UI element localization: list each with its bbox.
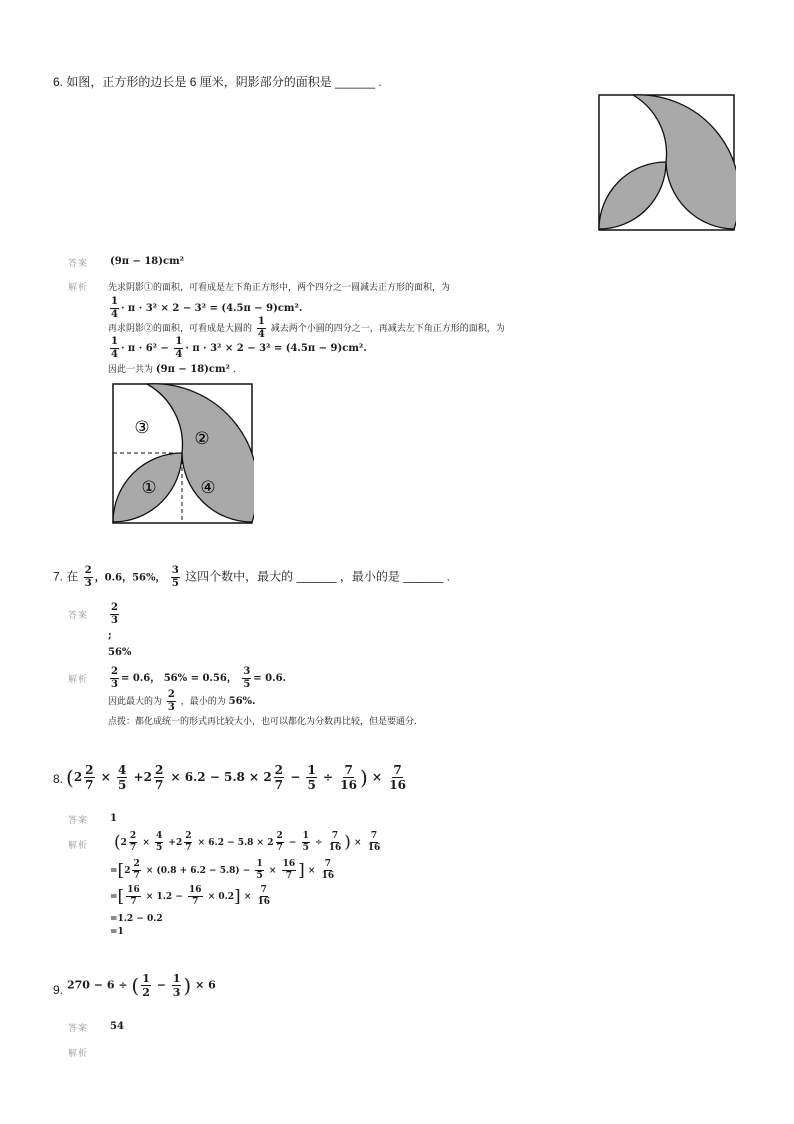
q8-analysis-label: 解析 <box>68 841 89 851</box>
fraction: $\frac{16}{7}$ <box>282 859 296 881</box>
question-8-number: 8. <box>53 772 64 786</box>
fraction: $\frac{1}{5}$ <box>302 831 309 853</box>
fraction: $\frac{4}{5}$ <box>156 831 163 853</box>
q7-analysis-line3: 点拨：都化成统一的形式再比较大小，也可以都化为分数再比较，但是要通分. <box>108 717 417 727</box>
q8-step-4: =1.2 − 0.2 <box>110 914 163 924</box>
question-7-title: 7. 在 $\frac{2}{3}$ ，0.6，56%， $\frac{3}{5}$ 这四个数中，最大的 ______ ，最小的是 ______ . <box>53 565 450 589</box>
fraction: $\frac{2}{3}$ <box>111 666 118 690</box>
fraction: $\frac{2}{7}$ <box>129 831 137 853</box>
q9-answer-label: 答案 <box>68 1024 89 1034</box>
q7-answer-sep: ; <box>108 630 112 641</box>
fraction: $\frac{2}{7}$ <box>274 763 284 792</box>
fraction: $\frac{7}{16}$ <box>328 831 342 853</box>
fraction: $\frac{2}{3}$ <box>167 689 175 713</box>
fraction: $\frac{1}{4}$ <box>111 336 118 360</box>
shaded-region-1 <box>599 162 666 229</box>
fraction: $\frac{1}{4}$ <box>111 296 118 320</box>
q6-analysis-line1: 先求阴影①的面积，可看成是左下角正方形中，两个四分之一圆减去正方形的面积，为 <box>108 283 451 293</box>
q8-step-5: =1 <box>110 927 124 937</box>
fraction: $\frac{2}{7}$ <box>276 831 283 853</box>
question-8-expression: (2 $\frac{2}{7}$ × $\frac{4}{5}$ +2 $\frac{2}{7}$ × 6.2 − 5.8 × 2 $\frac{2}{7}$ − $\frac{1}{5}$ ÷ $\frac{7}{16}$ ) × $\frac{7}{16}$ <box>66 763 406 792</box>
fraction: $\frac{1}{5}$ <box>256 859 263 881</box>
fraction: $\frac{2}{7}$ <box>185 831 192 853</box>
fraction: $\frac{7}{16}$ <box>340 763 357 792</box>
q9-analysis-label: 解析 <box>68 1049 89 1059</box>
fraction: $\frac{3}{5}$ <box>243 666 251 690</box>
q7-analysis-label: 解析 <box>68 675 89 685</box>
region-label-1: ① <box>141 478 157 498</box>
q6-answer-label: 答案 <box>68 259 89 269</box>
q6-solution-figure <box>112 383 254 525</box>
region-label-3: ③ <box>134 418 150 438</box>
fraction: $\frac{2}{3}$ <box>84 565 92 589</box>
fraction: $\frac{2}{7}$ <box>154 763 164 792</box>
q6-equation-2: $\frac{1}{4}$ · π · 6² − $\frac{1}{4}$ · π · 3² × 2 − 3² = (4.5π − 9)cm². <box>111 336 367 360</box>
fraction: $\frac{7}{16}$ <box>389 763 406 792</box>
question-6-title: 6. 如图，正方形的边长是 6 厘米，阴影部分的面积是 ______ . <box>53 75 382 89</box>
question-9-expression: 270 − 6 ÷ ( $\frac{1}{2}$ − $\frac{1}{3}$ ) × 6 <box>67 972 216 999</box>
question-9-number: 9. <box>53 983 64 997</box>
fraction: $\frac{16}{7}$ <box>189 885 202 907</box>
fraction: $\frac{1}{3}$ <box>172 972 181 999</box>
fraction: $\frac{2}{7}$ <box>133 859 140 881</box>
q6-equation-1: $\frac{1}{4}$ · π · 3² × 2 − 3² = (4.5π − 9)cm². <box>111 296 303 320</box>
region-label-4: ④ <box>200 478 216 498</box>
q7-answer-label: 答案 <box>68 611 89 621</box>
q7-analysis-line2: 因此最大的为 $\frac{2}{3}$ ，最小的为 56%. <box>108 689 256 713</box>
q6-analysis-line3: 因此一共为 (9π − 18)cm² . <box>108 364 236 375</box>
q8-step-3: =[ $\frac{16}{7}$ × 1.2 − $\frac{16}{7}$ × 0.2] × $\frac{7}{16}$ <box>110 885 271 907</box>
fraction: $\frac{1}{2}$ <box>142 972 150 999</box>
fraction: $\frac{7}{16}$ <box>367 831 381 853</box>
fraction: $\frac{7}{16}$ <box>257 885 271 907</box>
fraction: $\frac{2}{3}$ <box>111 602 118 626</box>
fraction: $\frac{1}{4}$ <box>175 336 183 360</box>
q8-step-1: (2 $\frac{2}{7}$ × $\frac{4}{5}$ +2 $\frac{2}{7}$ × 6.2 − 5.8 × 2 $\frac{2}{7}$ − $\frac{1}{5}$ ÷ $\frac{7}{16}$ ) × $\frac{7}{16}$ <box>114 831 381 853</box>
q6-answer: (9π − 18)cm² <box>110 256 185 267</box>
q8-step-2: =[2 $\frac{2}{7}$ × (0.8 + 6.2 − 5.8) − $\frac{1}{5}$ × $\frac{16}{7}$ ] × $\frac{7}{16}$ <box>110 859 335 881</box>
region-label-2: ② <box>194 429 210 449</box>
fraction: $\frac{16}{7}$ <box>127 885 140 907</box>
q7-answer-2: 56% <box>108 647 132 658</box>
fraction: $\frac{3}{5}$ <box>171 565 179 589</box>
fraction: $\frac{4}{5}$ <box>117 763 127 792</box>
q7-answer-1 <box>108 603 121 626</box>
shaded-region-2 <box>633 95 736 229</box>
q7-analysis-line1: $\frac{2}{3}$ = 0.6̇， 56% = 0.56， $\frac{3}{5}$ = 0.6. <box>111 666 287 690</box>
fraction: $\frac{1}{5}$ <box>307 763 316 792</box>
question-6-figure <box>598 94 736 232</box>
q9-answer: 54 <box>110 1021 124 1032</box>
fraction: $\frac{1}{4}$ <box>257 316 265 340</box>
fraction: $\frac{2}{7}$ <box>85 763 94 792</box>
q8-answer-label: 答案 <box>68 816 89 826</box>
fraction: $\frac{7}{16}$ <box>321 859 335 881</box>
q6-analysis-line2: 再求阴影②的面积，可看成是大圆的 $\frac{1}{4}$ 减去两个小圆的四分之一，再减去左下角正方形的面积，为 <box>108 316 505 340</box>
q8-answer: 1 <box>110 813 117 824</box>
q6-analysis-label: 解析 <box>68 283 89 293</box>
